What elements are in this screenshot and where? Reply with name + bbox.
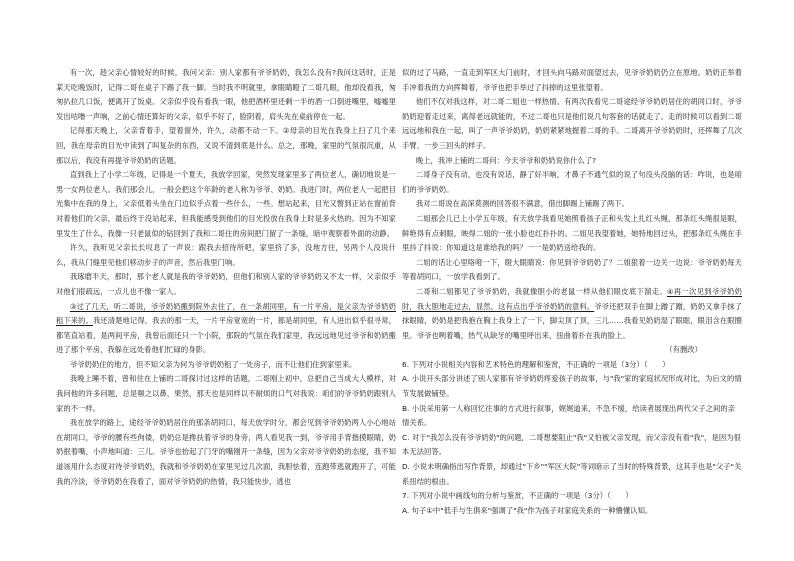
paragraph bbox=[402, 285, 742, 343]
paragraph: 有一次，趁父亲心情较好的时候，我问父亲：别人家都有爷爷奶奶，我怎么没有?我问这话时，正是某天吃晚饭时，记得二哥在桌子下踢了我一脚。当时我不明就里，拿眼睛瞪了二哥几眼，他却没看我，匆匆扒拉几口饭，便离开了饭桌。父亲似乎没有看我一眼，他把酒杯里还剩一半的酒一口倒进嘴里，嘘嘘里发出咕噜一声响，之前心情还算好的父亲，似乎不好了，脸阴着，肩头先在桌前停在一起。 bbox=[56, 68, 396, 121]
underlined-sentence-4: ④再一次见到爷爷奶奶时，我大胆地走过去，显然，这有点出乎爷爷奶奶的意料。 bbox=[402, 286, 742, 311]
paragraph: 似的过了马路，一直走到军区大门前时，才回头向马路对面望过去，见爷爷奶奶仍立在原地。奶奶正举着手冲着我的方向挥舞着，爷爷也把手举过了抖掉的这里张望着。 bbox=[402, 68, 742, 92]
underlined-sentence-3: ③过了几天，听二哥说，爷爷奶奶搬到院外去住了， bbox=[69, 301, 241, 311]
paragraph: 他们不仅对我这样，对二哥二姐也一样热情。有两次我看见二哥途经爷爷奶奶居住的胡同口时，爷爷奶奶迎着走过来，离得老远就能的，不过二哥也只是他们说几句客套的话就走了。走的时候可以看到二哥远远地和我在一起，叫了一声爷爷奶奶，奶奶紧紧地握着二哥的手。二哥离开爷爷奶奶时，还挥舞了几次手臂，一步三回头的样子。 bbox=[402, 97, 742, 150]
paragraph-text: 爷爷还把双手在脚上蹭了蹭，奶奶又拿手抹了抹眼睛，奶奶是把我抱在胸上我身上了一下，脚尖顶了顶，三儿……我看见奶奶湿了眼眶，眼泪含在眼圈里。爷爷也咧着嘴，热气从缺牙的嘴里呼出来，扭曲着扑在我的脸上。 bbox=[402, 301, 742, 340]
paragraph: 我琢磨半天，那时，那个老人就是我的爷爷奶奶，但他们和别人家的爷爷奶奶又不太一样，父亲似乎对他们很疏远，一点儿也不像一家人。 bbox=[56, 272, 396, 296]
right-column bbox=[402, 66, 742, 518]
left-column bbox=[56, 66, 396, 489]
question-6: 6. 下列对小说相关内容和艺术特色的理解和鉴赏，不正确的一项是（3分）（ ） bbox=[402, 359, 670, 369]
question-6-option-c: C. 对于"我怎么没有爷爷奶奶"的问题，二哥想要阻止"我"又怕被父亲发现，而父亲没有看"我"，是因为很本无法回答。 bbox=[402, 432, 741, 457]
question-6-option-b: B. 小说采用第一人称回忆往事的方式进行叙事，娓娓道来，不急不缓，给读者展现出两代父子之间的亲情关系。 bbox=[402, 403, 736, 428]
question-7: 7. 下列对小说中画线句的分析与鉴赏，不正确的一项是（3分）（ ） bbox=[402, 491, 633, 501]
paragraph: 我晚上睡不着，曾和住在上铺的二哥探讨过这样的话题，二哥刚上初中，总把自己当成大人模样，对我问他的许多问题，总是嗤之以鼻，果然，那天也是同样以不耐烦的口气对我说：咱们的爷爷奶奶跟别人家的不一样。 bbox=[56, 374, 396, 413]
paragraph: 二姐的话让心里咯噔一下，瞪大眼睛说：你见到爷爷奶奶了？二姐狠着一边关一边说：爷爷奶奶每天等着胡同口，一放学我看到了。 bbox=[402, 257, 742, 282]
paragraph: 爷爷奶奶住的地方，但不知父亲为何为爷爷奶奶租了一处房子，而不让他们住到家里来。 bbox=[69, 359, 357, 369]
paragraph: 直到我上了小学二年级，记得是一个夏天，我放学回家，突然发现家里多了两位老人，确切地说是一男一女两位老人。我们那会儿，一般会把这个年龄的老人称为爷爷、奶奶。我进门时，两位老人一起把目光集中在我的身上，父亲低着头坐在门边似乎点着一些什么，一些。想站起来，目光又瞥到正站在窗前背对着他们的父亲，最后终于没站起来，但我能感受到他们的目光投放在我身上时是多火热的。因为不知家里发生了什么，我像一只老鼠似的钻回到了我和二哥住的房间把门留了一条缝，暗中观察着外面的动静。 bbox=[56, 170, 396, 238]
paragraph bbox=[56, 300, 396, 358]
paragraph: 许久，我听见父亲长长叹息了一声说：跟我去招待所吧，家里挤了多，没地方住，另两个人没说什么，我从门缝里见他们移动步子的声音，然后我里门响。 bbox=[56, 243, 396, 267]
paragraph: 我对二哥说在高深莫测的回答很不满意，借出脚踢上铺踢了两下。 bbox=[415, 199, 629, 209]
source-note: （有删改） bbox=[665, 345, 702, 355]
question-7-option-a: A. 句子①中"低手与生俱来"强调了"我"作为孩子对家庭关系的一种懵懂认知。 bbox=[402, 505, 653, 515]
paragraph: 晚上，我冲上铺的二哥问：今天爷爷和奶奶说你什么了? bbox=[415, 155, 597, 165]
question-6-option-d: D. 小说未明确指出写作背景，却通过"下乡""军区大院"等词暗示了当时的特殊背景，这其手也是"父子"关系扭结的根由。 bbox=[402, 462, 742, 486]
paragraph: 我在放学的路上，途经爷爷奶奶居住的那条胡同口，每天放学时分，都会见到爷爷奶奶两人小心地站在胡同口，爷爷的腰有些佝偻，奶奶总是搀扶着爷爷的身旁，两人看见我一到，爷爷用手背揩摸眼睛，奶奶抿着嘴，小声地叫道：三儿。爷爷也抬起了门牙的嘴刚开一条缝，因为父亲对爷爷奶奶的态度，我不知道该用什么态度对待爷爷奶奶，我就和爷爷奶奶在家里见过几次面，我胆怯着，连跑带逃就跑开了，可能我的冷淡，爷爷奶奶在我看了，面对爷爷奶奶的热情，我只能快步，逃也 bbox=[56, 418, 396, 486]
underlined-sentence-3b: 在一条胡同里，有一片平房，是父亲为爷爷奶奶租下来的。 bbox=[56, 301, 396, 326]
paragraph: 记得那天晚上，父亲背着手，望着窗外，许久，动都不动一下。②母亲的目光在我身上扫了几个来回，我在母亲的目光中读到了叫复杂的东西，又说不清到底是什么。总之，那晚，家里的气氛很沉重，从那以后，我没有再提爷爷奶奶的话题。 bbox=[56, 126, 396, 165]
paragraph: 二哥身子没有动，也没有说话，静了好半晌，才鼻子不通气似的说了句没头没脑的话：咋说，也是咱们的爷爷奶奶。 bbox=[402, 170, 742, 194]
paragraph-text: 我还清楚地记得，我去的那一天，一片平房宽宽的一片，都是胡同里，有人进出似乎很寻常，都笔直站着，是两间平房，我曾后面还只一个小院，那院的气氛在我们家里，我远远地见过爷爷和奶奶搬进了那个平房，我躲在远处看他们忙碌的身影。 bbox=[56, 316, 397, 355]
paragraph-text: 二哥和二姐都见了爷爷奶奶，我就像胆小的老鼠一样从他们眼皮底下溜走。 bbox=[415, 286, 667, 296]
paragraph: 二姐那会儿已上小学五年级，有天放学我看见她照看孩子正和头发上扎红头绳，那条红头绳很是眼，鲜艳得有点刺眼，映得二姐的一张小脸也红扑扑的。二姐见我望着她，她特地回过头，把那条红头绳在手里抖了抖说：你知道这是谁给我的吗？一一是奶奶送给我的。 bbox=[402, 213, 742, 253]
question-6-option-a: A. 小说开头部分讲述了别人家都有爷爷奶奶疼爱孩子的故事，与"我"家的家庭状况形成对比，为后文的情节发展做铺垫。 bbox=[402, 374, 742, 399]
